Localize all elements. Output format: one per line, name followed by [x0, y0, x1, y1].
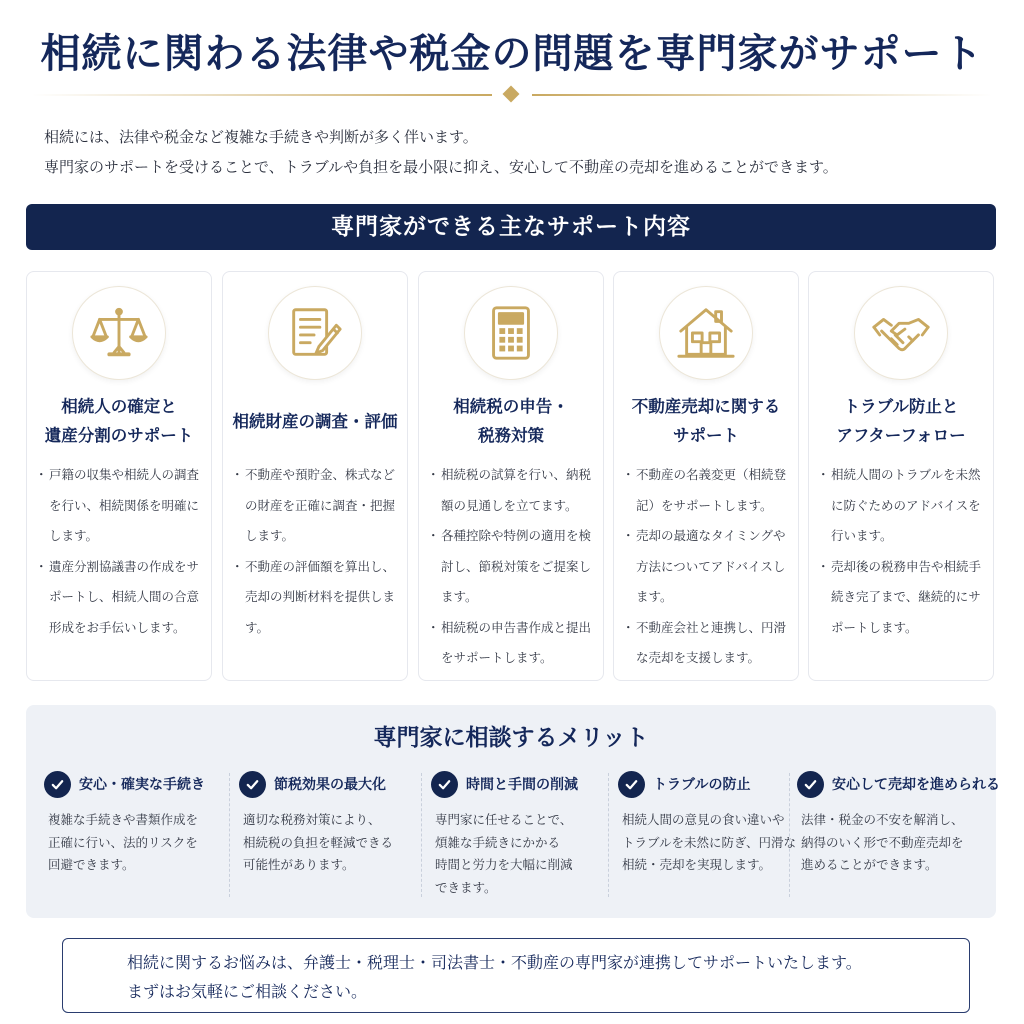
merit-item — [239, 769, 429, 903]
check-icon — [797, 771, 824, 798]
merit-text: 専門家に任せることで、 煩雑な手続きにかかる 時間と労力を大幅に削減 できます。 — [435, 812, 573, 895]
card-title: 相続財産の調査・評価 — [232, 411, 398, 431]
icon-badge — [854, 286, 948, 380]
support-card — [26, 271, 212, 681]
house-icon — [675, 302, 737, 364]
merits-heading: 専門家に相談するメリット — [373, 725, 649, 751]
gold-divider — [32, 88, 992, 102]
card-item: ・ 相続税の申告書作成と提出をサポートします。 — [429, 613, 601, 674]
card-title: 相続税の申告・ 税務対策 — [453, 397, 569, 445]
check-icon — [239, 771, 266, 798]
support-card — [613, 271, 799, 681]
page-title: 相続に関わる法律や税金の問題を専門家がサポート — [40, 30, 984, 77]
card-item: ・ 各種控除や特例の適用を検討し、節税対策をご提案します。 — [429, 521, 601, 613]
merit-item — [797, 769, 1000, 903]
merit-item — [44, 769, 234, 903]
merit-text: 複雑な手続きや書類作成を 正確に行い、法的リスクを 回避できます。 — [48, 812, 199, 872]
check-icon — [431, 771, 458, 798]
diamond-ornament-icon — [503, 86, 520, 103]
card-title: トラブル防止と アフターフォロー — [836, 397, 966, 445]
intro-text — [44, 122, 994, 182]
merit-title: トラブルの防止 — [653, 777, 751, 793]
scales-icon — [88, 302, 150, 364]
merit-separator — [608, 773, 609, 897]
icon-badge — [464, 286, 558, 380]
merit-separator — [789, 773, 790, 897]
merit-text: 相続人間の意見の食い違いや トラブルを未然に防ぎ、円滑な 相続・売却を実現します。 — [622, 812, 797, 872]
merit-text: 適切な税務対策により、 相続税の負担を軽減できる 可能性があります。 — [243, 812, 394, 872]
card-item: ・ 不動産の名義変更（相続登記）をサポートします。 — [624, 460, 796, 521]
merit-item — [618, 769, 808, 903]
card-item: ・ 相続人間のトラブルを未然に防ぐためのアドバイスを行います。 — [819, 460, 991, 552]
card-item: ・ 売却後の税務申告や相続手続き完了まで、継続的にサポートします。 — [819, 552, 991, 644]
card-body — [624, 460, 796, 674]
merit-title: 時間と手間の削減 — [466, 777, 578, 793]
card-item: ・ 不動産の評価額を算出し、売却の判断材料を提供します。 — [233, 552, 405, 644]
icon-badge — [659, 286, 753, 380]
support-card — [222, 271, 408, 681]
footer-line: まずはお気軽にご相談ください。 — [127, 982, 368, 1001]
card-title: 相続人の確定と 遺産分割のサポート — [44, 397, 194, 445]
footer-line: 相続に関するお悩みは、弁護士・税理士・司法書士・不動産の専門家が連携してサポートいたします。 — [127, 953, 862, 972]
calculator-icon — [480, 302, 542, 364]
card-body — [819, 460, 991, 643]
card-item: ・ 不動産会社と連携し、円滑な売却を支援します。 — [624, 613, 796, 674]
card-item: ・ 戸籍の収集や相続人の調査を行い、相続関係を明確にします。 — [37, 460, 209, 552]
merits-panel — [26, 705, 1000, 918]
icon-badge — [268, 286, 362, 380]
merit-separator — [229, 773, 230, 897]
consultation-note — [62, 938, 970, 1013]
support-section-heading: 専門家ができる主なサポート内容 — [26, 204, 996, 250]
intro-line: 相続には、法律や税金など複雑な手続きや判断が多く伴います。 — [44, 128, 478, 146]
support-cards — [26, 271, 996, 681]
merit-item — [431, 769, 621, 903]
merit-title: 安心・確実な手続き — [79, 777, 205, 793]
check-icon — [618, 771, 645, 798]
handshake-icon — [870, 302, 932, 364]
card-title: 不動産売却に関する サポート — [631, 397, 781, 445]
merit-title: 安心して売却を進められる — [832, 777, 1000, 793]
card-body — [233, 460, 405, 643]
merit-title: 節税効果の最大化 — [274, 777, 386, 793]
check-icon — [44, 771, 71, 798]
card-item: ・ 不動産や預貯金、株式などの財産を正確に調査・把握します。 — [233, 460, 405, 552]
card-item: ・ 売却の最適なタイミングや方法についてアドバイスします。 — [624, 521, 796, 613]
document-pen-icon — [284, 302, 346, 364]
card-body — [37, 460, 209, 643]
card-item: ・ 遺産分割協議書の作成をサポートし、相続人間の合意形成をお手伝いします。 — [37, 552, 209, 644]
card-body — [429, 460, 601, 674]
support-card — [808, 271, 994, 681]
icon-badge — [72, 286, 166, 380]
merit-separator — [421, 773, 422, 897]
merit-text: 法律・税金の不安を解消し、 納得のいく形で不動産売却を 進めることができます。 — [801, 812, 964, 872]
support-card — [418, 271, 604, 681]
card-item: ・ 相続税の試算を行い、納税額の見通しを立てます。 — [429, 460, 601, 521]
intro-line: 専門家のサポートを受けることで、トラブルや負担を最小限に抑え、安心して不動産の売却を進めることができます。 — [44, 158, 838, 176]
